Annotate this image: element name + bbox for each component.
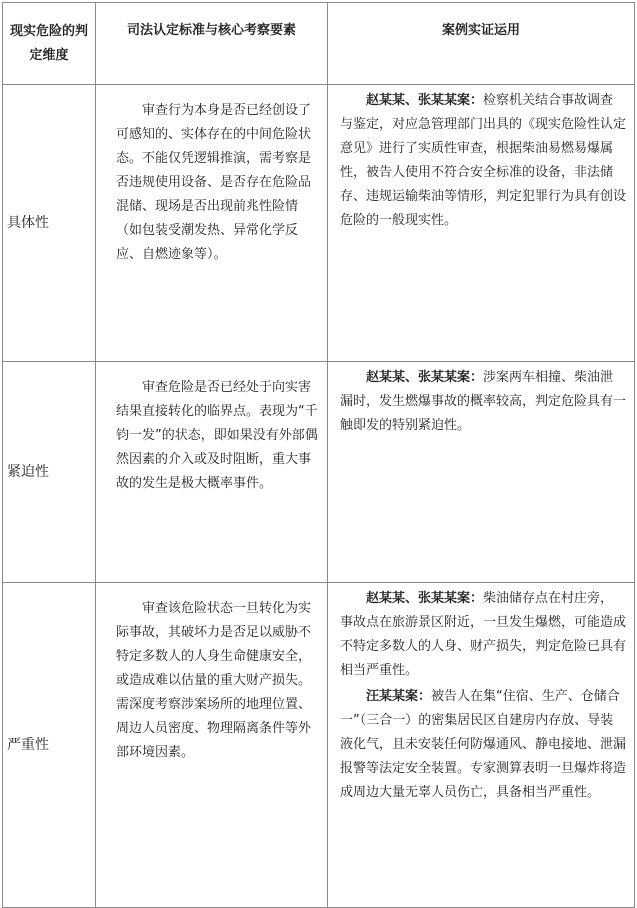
case-name: 赵某某、张某某案：	[366, 370, 484, 385]
case-entry	[340, 685, 626, 805]
header-standard: 司法认定标准与核心考察要素	[96, 3, 328, 85]
case-entry	[340, 89, 626, 233]
case-text: 柴油储存点在村庄旁，事故点在旅游景区附近，一旦发生爆燃，可能造成不特定多数人的人身、财产损失，判定危险已具有相当严重性。	[340, 591, 627, 678]
case-name: 赵某某、张某某案：	[366, 591, 484, 606]
case-cell	[328, 85, 635, 362]
table-row	[3, 85, 635, 362]
case-text: 检察机关结合事故调查与鉴定，对应急管理部门出具的《现实危险性认定意见》进行了实质性审查，根据柴油易燃易爆属性，被告人使用不符合安全标准的设备，非法储存、违规运输柴油等情形，判定犯罪行为具有创设危险的一般现实性。	[340, 93, 627, 228]
header-dimension: 现实危险的判定维度	[3, 3, 96, 85]
table-row	[3, 362, 635, 583]
case-entry	[340, 587, 626, 683]
case-text: 涉案两车相撞、柴油泄漏时，发生燃爆事故的概率较高，判定危险具有一触即发的特别紧迫性。	[340, 370, 627, 433]
case-cell	[328, 583, 635, 908]
table-row	[3, 583, 635, 908]
case-entry	[340, 366, 626, 438]
dimension-cell: 严重性	[3, 583, 96, 908]
header-case: 案例实证运用	[328, 3, 635, 85]
case-name: 赵某某、张某某案：	[366, 93, 484, 108]
case-name: 汪某某案：	[366, 689, 432, 704]
case-text: 被告人在集“住宿、生产、仓储合一”（三合一）的密集居民区自建房内存放、导装液化气，且未安装任何防爆通风、静电接地、泄漏报警等法定安全装置。专家测算表明一旦爆炸将造成周边大量无辜人员伤亡，具备相当严重性。	[340, 689, 627, 800]
header-row	[3, 3, 635, 85]
dimension-cell: 紧迫性	[3, 362, 96, 583]
standard-cell: 审查该危险状态一旦转化为实际事故，其破坏力是否足以威胁不特定多数人的人身生命健康安全，或造成难以估量的重大财产损失。需深度考察涉案场所的地理位置、周边人员密度、物理隔离条件等外部环境因素。	[96, 583, 328, 908]
standard-cell: 审查行为本身是否已经创设了可感知的、实体存在的中间危险状态。不能仅凭逻辑推演，需考察是否违规使用设备、是否存在危险品混储、现场是否出现前兆性险情（如包装受潮发热、异常化学反应、自燃迹象等）。	[96, 85, 328, 362]
standard-cell: 审查危险是否已经处于向实害结果直接转化的临界点。表现为“千钧一发”的状态，即如果没有外部偶然因素的介入或及时阻断，重大事故的发生是极大概率事件。	[96, 362, 328, 583]
criteria-table	[2, 2, 635, 908]
case-cell	[328, 362, 635, 583]
dimension-cell: 具体性	[3, 85, 96, 362]
